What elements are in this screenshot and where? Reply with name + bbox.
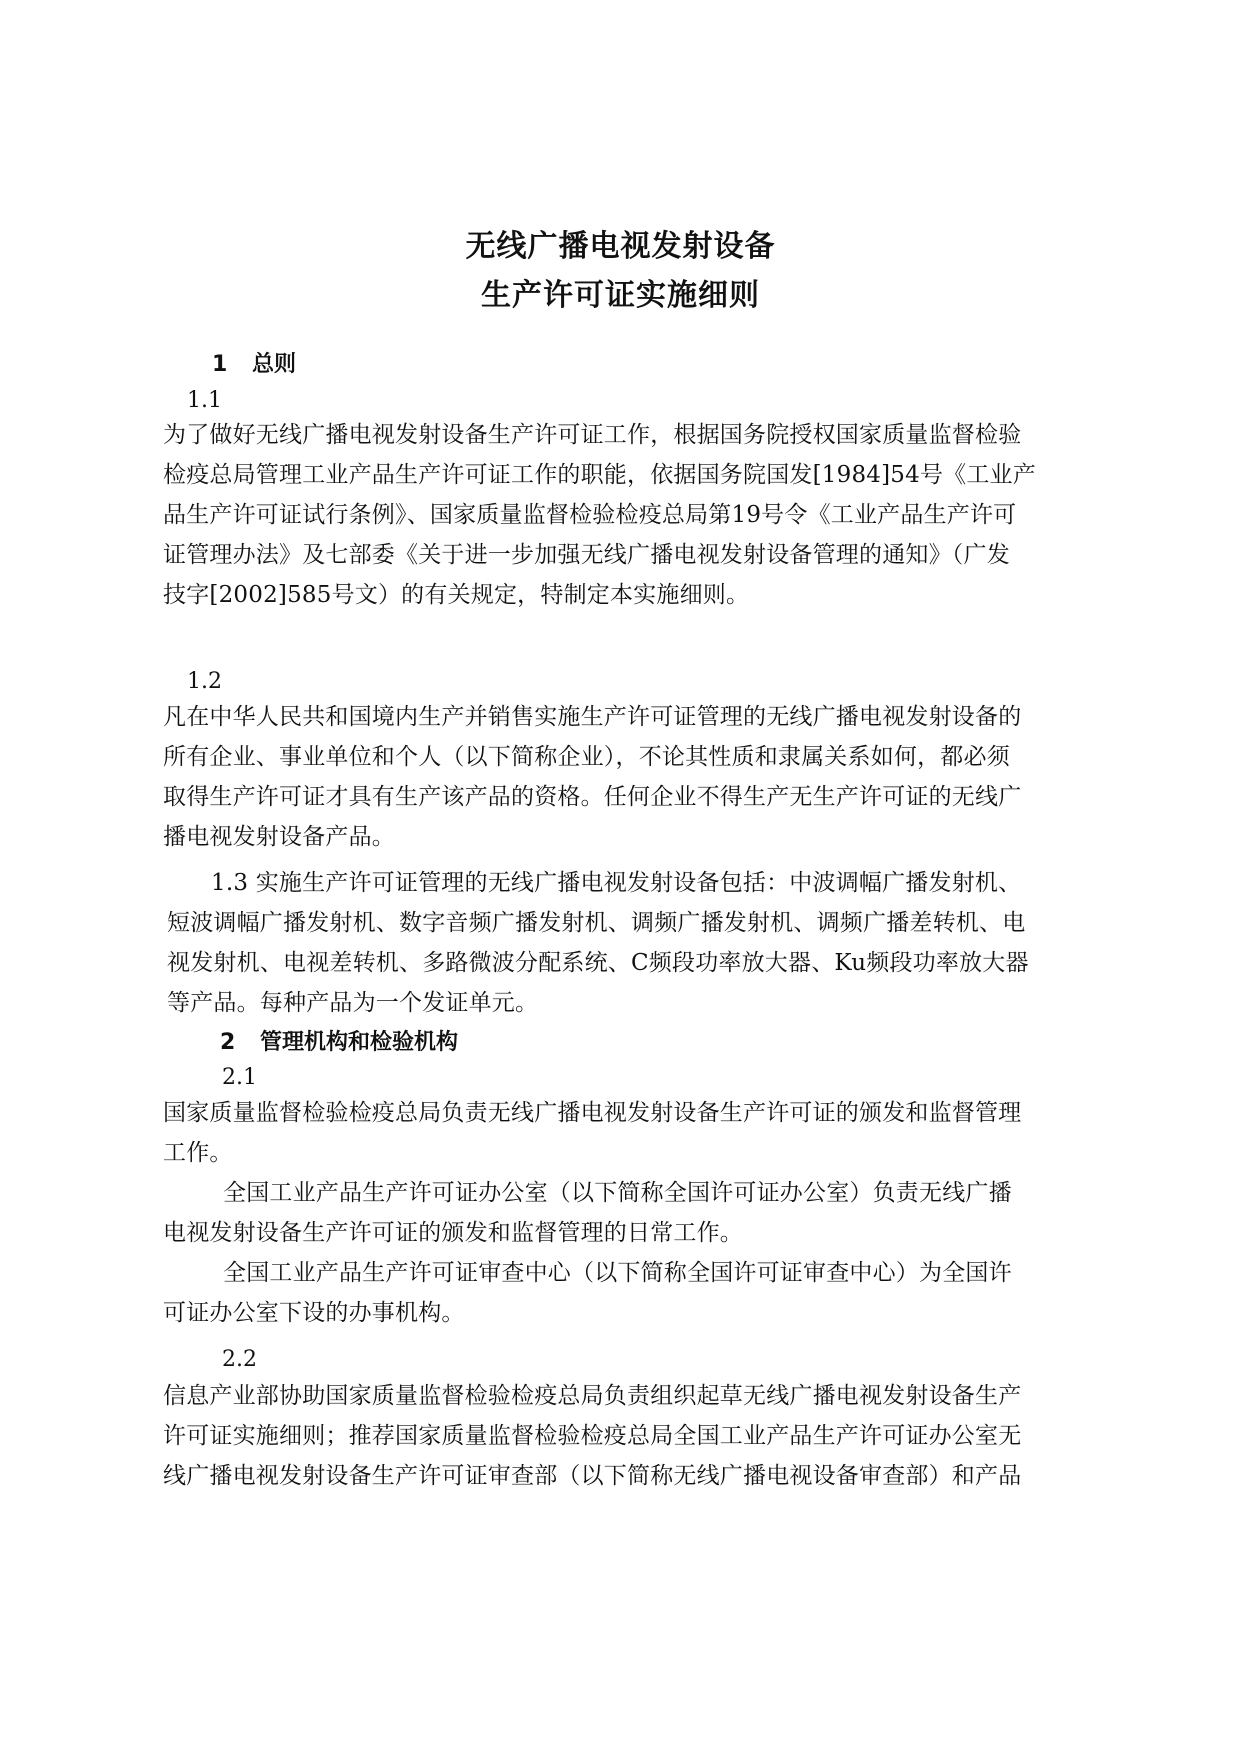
section-1-heading bbox=[212, 350, 296, 380]
clause-1-1-line: 证管理办法》及七部委《关于进一步加强无线广播电视发射设备管理的通知》（广发 bbox=[163, 542, 1010, 568]
clause-1-2-line: 播电视发射设备产品。 bbox=[163, 824, 395, 850]
clause-1-2-line: 凡在中华人民共和国境内生产并销售实施生产许可证管理的无线广播电视发射设备的 bbox=[163, 704, 1022, 730]
clause-1-3-line: 短波调幅广播发射机、数字音频广播发射机、调频广播发射机、调频广播差转机、电 bbox=[167, 910, 1026, 936]
clause-1-2-line: 取得生产许可证才具有生产该产品的资格。任何企业不得生产无生产许可证的无线广 bbox=[163, 784, 1022, 810]
clause-1-3-line: 等产品。每种产品为一个发证单元。 bbox=[167, 990, 539, 1016]
clause-1-3-line: 视发射机、电视差转机、多路微波分配系统、C频段功率放大器、Ku频段功率放大器 bbox=[167, 950, 1029, 976]
clause-2-2-line: 线广播电视发射设备生产许可证审查部（以下简称无线广播电视设备审查部）和产品 bbox=[163, 1463, 1022, 1489]
clause-1-1-line: 技字[2002]585号文）的有关规定，特制定本实施细则。 bbox=[163, 582, 750, 608]
clause-2-2-line: 许可证实施细则；推荐国家质量监督检验检疫总局全国工业产品生产许可证办公室无 bbox=[163, 1423, 1022, 1449]
section-1-number: 1 bbox=[212, 352, 228, 377]
clause-1-1-number: 1.1 bbox=[187, 388, 222, 413]
clause-2-2-line: 信息产业部协助国家质量监督检验检疫总局负责组织起草无线广播电视发射设备生产 bbox=[163, 1383, 1022, 1409]
section-2-number: 2 bbox=[220, 1030, 236, 1055]
clause-1-2-line: 所有企业、事业单位和个人（以下简称企业），不论其性质和隶属关系如何，都必须 bbox=[163, 744, 1010, 770]
clause-2-2-number: 2.2 bbox=[222, 1347, 257, 1372]
clause-2-1-line: 可证办公室下设的办事机构。 bbox=[163, 1300, 465, 1326]
document-title-line-2: 生产许可证实施细则 bbox=[481, 278, 760, 313]
clause-1-1-text bbox=[163, 415, 1093, 615]
clause-1-1-line: 为了做好无线广播电视发射设备生产许可证工作，根据国务院授权国家质量监督检验 bbox=[163, 422, 1022, 448]
clause-2-1-line: 全国工业产品生产许可证审查中心（以下简称全国许可证审查中心）为全国许 bbox=[223, 1260, 1012, 1286]
clause-1-2-text bbox=[163, 697, 1093, 857]
clause-1-1-line: 品生产许可证试行条例》、国家质量监督检验检疫总局第19号令《工业产品生产许可 bbox=[163, 502, 1017, 528]
clause-2-1-text bbox=[163, 1093, 1093, 1333]
section-2-heading bbox=[220, 1028, 458, 1058]
clause-2-1-number: 2.1 bbox=[222, 1065, 257, 1090]
clause-2-1-line: 电视发射设备生产许可证的颁发和监督管理的日常工作。 bbox=[163, 1220, 743, 1246]
clause-1-2-number: 1.2 bbox=[187, 669, 222, 694]
clause-2-1-line: 国家质量监督检验检疫总局负责无线广播电视发射设备生产许可证的颁发和监督管理 bbox=[163, 1100, 1022, 1126]
clause-2-1-line: 工作。 bbox=[163, 1140, 233, 1166]
clause-1-1-line: 检疫总局管理工业产品生产许可证工作的职能，依据国务院国发[1984]54号《工业产 bbox=[163, 462, 1036, 488]
document-title-line-1: 无线广播电视发射设备 bbox=[465, 229, 776, 264]
clause-1-3-text bbox=[163, 863, 1093, 1023]
section-2-title: 管理机构和检验机构 bbox=[260, 1030, 459, 1055]
clause-1-3-line: 1.3 实施生产许可证管理的无线广播电视发射设备包括：中波调幅广播发射机、 bbox=[211, 870, 1022, 896]
clause-2-2-text bbox=[163, 1376, 1093, 1496]
section-1-title: 总则 bbox=[252, 352, 297, 377]
clause-2-1-line: 全国工业产品生产许可证办公室（以下简称全国许可证办公室）负责无线广播 bbox=[223, 1180, 1012, 1206]
